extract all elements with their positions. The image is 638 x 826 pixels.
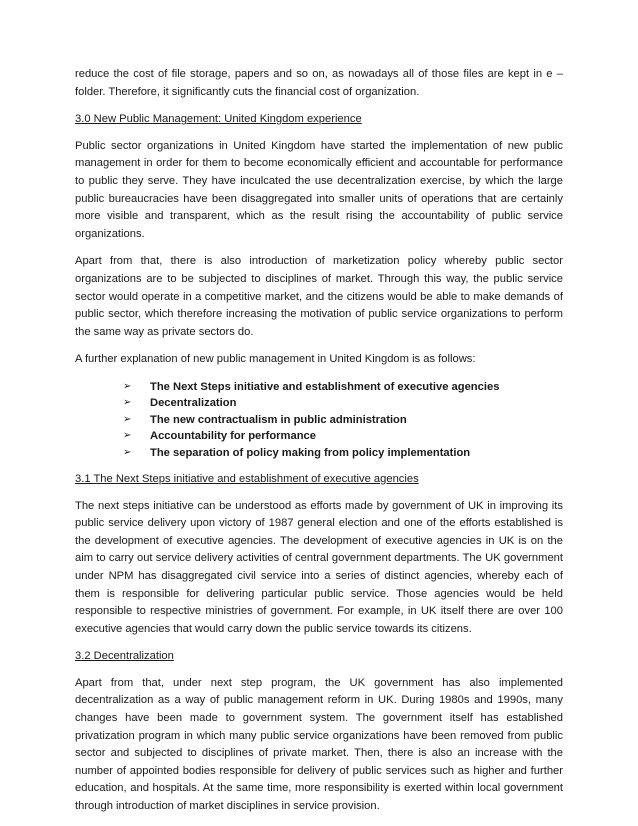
list-item: ➢ Decentralization [123,395,563,411]
section-3-1-paragraph: The next steps initiative can be understood as efforts made by government of UK in improving its public service delivery upon victory of 1987 general election and one of the efforts established is the development of executive agencies. The development of executive agencies in UK is on the aim to carry out service delivery activities of central government departments. The UK government under NPM has disaggregated civil service into a series of distinct agencies, whereby each of them is responsible for delivering particular public service. Those agencies would be held responsible to respective ministries of government. For example, in UK itself there are over 100 executive agencies that would carry down the public service towards its citizens. [75,499,563,635]
list-item: ➢ Accountability for performance [123,428,563,444]
right-arrowhead-icon: ➢ [123,397,132,409]
section-3-0-paragraph-3: A further explanation of new public management in United Kingdom is as follows: [75,353,476,366]
right-arrowhead-icon: ➢ [123,413,132,425]
section-3-2-heading: 3.2 Decentralization [75,650,174,663]
nps-topics-list [75,379,563,461]
section-3-1-heading: 3.1 The Next Steps initiative and establishment of executive agencies [75,472,419,485]
list-item: ➢ The new contractualism in public administration [123,412,563,428]
section-3-0-paragraph-1: Public sector organizations in United Kingdom have started the implementation of new public management in order for them to become economically efficient and accountable for performance to public they serve. They have inculcated the use decentralization exercise, by which the large public bureaucracies have been disaggregated into smaller units of operations that are certainly more visible and transparent, which as the result rising the accountability of public service organizations. [75,139,563,240]
right-arrowhead-icon: ➢ [123,380,132,392]
list-item: ➢ The separation of policy making from policy implementation [123,445,563,461]
list-item: ➢ The Next Steps initiative and establishment of executive agencies [123,379,563,395]
intro-paragraph: reduce the cost of file storage, papers and so on, as nowadays all of those files are kept in e – folder. Therefore, it significantly cuts the financial cost of organization. [75,68,563,98]
section-3-0-heading: 3.0 New Public Management: United Kingdom experience [75,113,362,126]
section-3-2-paragraph: Apart from that, under next step program, the UK government has also implemented decentralization as a way of public management reform in UK. During 1980s and 1990s, many changes have been made to government system. The government itself has established privatization program in which many public service organizations have been removed from public sector and subjected to disciplines of private market. Then, there is also an increase with the number of appointed bodies responsible for delivery of public services such as higher and further education, and hospitals. At the same time, more responsibility is exerted within local government through introduction of market disciplines in service provision. [75,676,563,813]
right-arrowhead-icon: ➢ [123,446,132,458]
section-3-0-paragraph-2: Apart from that, there is also introduction of marketization policy whereby public sector organizations are to be subjected to disciplines of market. Through this way, the public service sector would operate in a competitive market, and the citizens would be able to make demands of public sector, which therefore increasing the motivation of public service organizations to perform the same way as private sectors do. [75,255,563,338]
right-arrowhead-icon: ➢ [123,430,132,442]
